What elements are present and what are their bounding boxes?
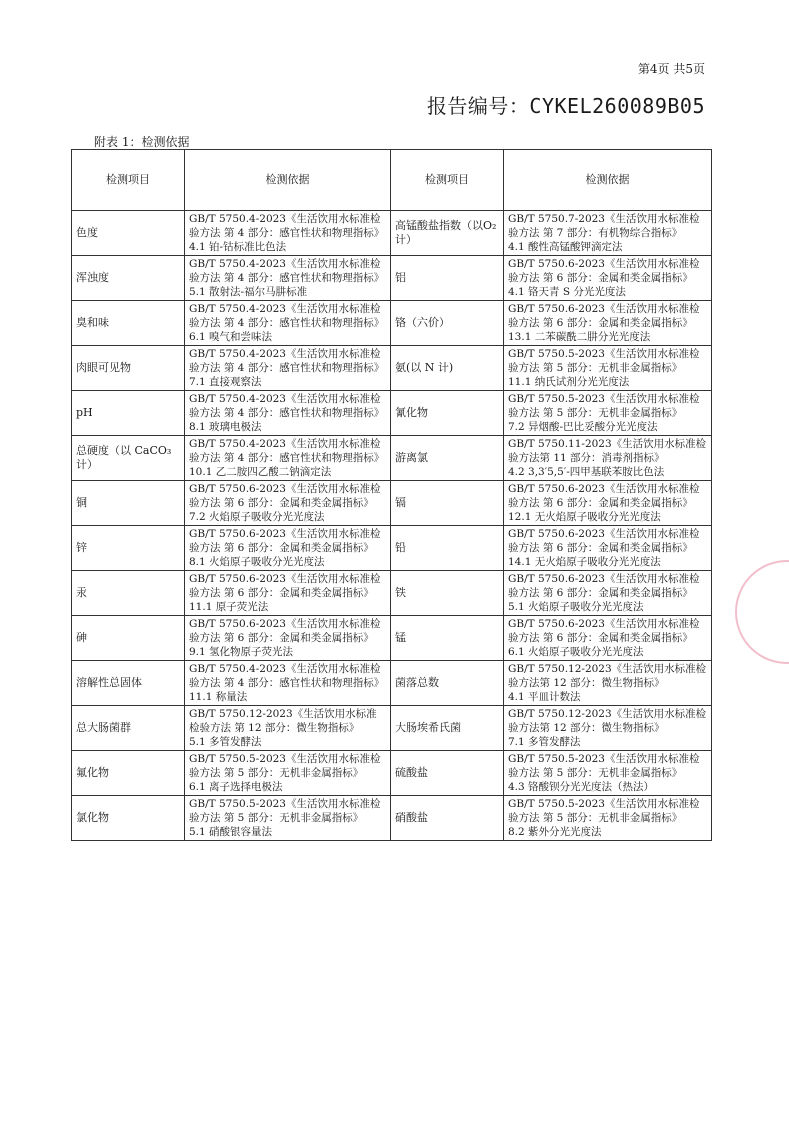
table-row	[72, 751, 712, 796]
test-method	[185, 706, 391, 751]
method-clause: 11.1 称量法	[189, 691, 248, 703]
test-item: 氨(以 N 计)	[391, 346, 504, 391]
test-item: 铜	[72, 481, 185, 526]
test-item: 砷	[72, 616, 185, 661]
test-item: 氯化物	[72, 796, 185, 841]
test-method	[185, 751, 391, 796]
standard-reference: GB/T 5750.6-2023《生活饮用水标准检验方法 第 6 部分：金属和类金属指标》	[189, 483, 381, 509]
test-method	[185, 571, 391, 616]
table-row	[72, 481, 712, 526]
test-method	[504, 481, 712, 526]
page-number: 第4页 共5页	[637, 62, 705, 76]
test-item: 镉	[391, 481, 504, 526]
test-method	[504, 256, 712, 301]
test-method	[504, 616, 712, 661]
test-method	[185, 436, 391, 481]
detection-basis-table	[71, 149, 712, 841]
method-clause: 7.2 异烟酸-巴比妥酸分光光度法	[508, 421, 658, 433]
standard-reference: GB/T 5750.7-2023《生活饮用水标准检验方法 第 7 部分：有机物综合指标》	[508, 213, 700, 239]
method-clause: 5.1 火焰原子吸收分光光度法	[508, 601, 644, 613]
standard-reference: GB/T 5750.6-2023《生活饮用水标准检验方法 第 6 部分：金属和类金属指标》	[508, 258, 700, 284]
method-clause: 8.1 火焰原子吸收分光光度法	[189, 556, 325, 568]
test-method	[185, 796, 391, 841]
method-clause: 4.1 平皿计数法	[508, 691, 581, 703]
method-clause: 8.2 紫外分光光度法	[508, 826, 602, 838]
test-item: 臭和味	[72, 301, 185, 346]
test-method	[504, 391, 712, 436]
test-item: 肉眼可见物	[72, 346, 185, 391]
test-method	[185, 661, 391, 706]
table-row	[72, 571, 712, 616]
test-item: 浑浊度	[72, 256, 185, 301]
table-row	[72, 346, 712, 391]
test-item: 高锰酸盐指数（以O₂计）	[391, 211, 504, 256]
test-item: 总大肠菌群	[72, 706, 185, 751]
column-header-item: 检测项目	[391, 150, 504, 211]
method-clause: 14.1 无火焰原子吸收分光光度法	[508, 556, 661, 568]
test-method	[185, 211, 391, 256]
test-method	[185, 256, 391, 301]
standard-reference: GB/T 5750.5-2023《生活饮用水标准检验方法 第 5 部分：无机非金属指标》	[508, 348, 700, 374]
method-clause: 7.1 直接观察法	[189, 376, 262, 388]
table-header-row	[72, 150, 712, 211]
standard-reference: GB/T 5750.6-2023《生活饮用水标准检验方法 第 6 部分：金属和类金属指标》	[508, 303, 700, 329]
test-item: 铝	[391, 256, 504, 301]
method-clause: 4.1 铬天青 S 分光光度法	[508, 286, 626, 298]
column-header-method: 检测依据	[185, 150, 391, 211]
test-item: 铁	[391, 571, 504, 616]
method-clause: 12.1 无火焰原子吸收分光光度法	[508, 511, 661, 523]
method-clause: 6.1 嗅气和尝味法	[189, 331, 273, 343]
table-row	[72, 661, 712, 706]
standard-reference: GB/T 5750.4-2023《生活饮用水标准检验方法 第 4 部分：感官性状和物理指标》	[189, 303, 385, 329]
test-method	[185, 616, 391, 661]
table-row	[72, 616, 712, 661]
method-clause: 6.1 离子选择电极法	[189, 781, 283, 793]
test-method	[504, 706, 712, 751]
standard-reference: GB/T 5750.5-2023《生活饮用水标准检验方法 第 5 部分：无机非金属指标》	[508, 798, 700, 824]
test-item: 铅	[391, 526, 504, 571]
test-item: 汞	[72, 571, 185, 616]
method-clause: 4.3 铬酸钡分光光度法（热法）	[508, 781, 655, 793]
table-row	[72, 706, 712, 751]
method-clause: 8.1 玻璃电极法	[189, 421, 262, 433]
test-item: 大肠埃希氏菌	[391, 706, 504, 751]
method-clause: 6.1 火焰原子吸收分光光度法	[508, 646, 644, 658]
method-clause: 9.1 氢化物原子荧光法	[189, 646, 294, 658]
report-number: 报告编号：CYKEL260089B05	[426, 94, 705, 118]
test-item: 锌	[72, 526, 185, 571]
test-method	[504, 436, 712, 481]
standard-reference: GB/T 5750.4-2023《生活饮用水标准检验方法 第 4 部分：感官性状和物理指标》	[189, 663, 385, 689]
test-item: 溶解性总固体	[72, 661, 185, 706]
table-row	[72, 391, 712, 436]
standard-reference: GB/T 5750.4-2023《生活饮用水标准检验方法 第 4 部分：感官性状和物理指标》	[189, 393, 385, 419]
test-method	[185, 346, 391, 391]
standard-reference: GB/T 5750.12-2023《生活饮用水标准检验方法第 12 部分：微生物指标》	[508, 708, 707, 734]
table-row	[72, 796, 712, 841]
standard-reference: GB/T 5750.5-2023《生活饮用水标准检验方法 第 5 部分：无机非金属指标》	[508, 393, 700, 419]
standard-reference: GB/T 5750.12-2023《生活饮用水标准检验方法 第 12 部分：微生物指标》	[189, 708, 377, 734]
test-item: pH	[72, 391, 185, 436]
method-clause: 4.1 铂-钴标准比色法	[189, 241, 287, 253]
test-method	[185, 301, 391, 346]
column-header-item: 检测项目	[72, 150, 185, 211]
method-clause: 11.1 纳氏试剂分光光度法	[508, 376, 630, 388]
test-method	[504, 661, 712, 706]
table-row	[72, 256, 712, 301]
method-clause: 4.2 3,3′5,5′-四甲基联苯胺比色法	[508, 466, 665, 478]
test-method	[185, 526, 391, 571]
test-method	[504, 796, 712, 841]
table-row	[72, 526, 712, 571]
red-seal-stamp	[735, 560, 789, 664]
test-item: 锰	[391, 616, 504, 661]
column-header-method: 检测依据	[504, 150, 712, 211]
method-clause: 11.1 原子荧光法	[189, 601, 269, 613]
standard-reference: GB/T 5750.11-2023《生活饮用水标准检验方法第 11 部分：消毒剂指标》	[508, 438, 707, 464]
test-item: 菌落总数	[391, 661, 504, 706]
table-row	[72, 436, 712, 481]
test-method	[504, 346, 712, 391]
standard-reference: GB/T 5750.6-2023《生活饮用水标准检验方法 第 6 部分：金属和类金属指标》	[508, 618, 700, 644]
method-clause: 10.1 乙二胺四乙酸二钠滴定法	[189, 466, 332, 478]
method-clause: 7.2 火焰原子吸收分光光度法	[189, 511, 325, 523]
method-clause: 5.1 多管发酵法	[189, 736, 262, 748]
test-item: 色度	[72, 211, 185, 256]
test-method	[185, 391, 391, 436]
standard-reference: GB/T 5750.5-2023《生活饮用水标准检验方法 第 5 部分：无机非金属指标》	[508, 753, 700, 779]
test-item: 氰化物	[391, 391, 504, 436]
method-clause: 13.1 二苯碳酰二肼分光光度法	[508, 331, 651, 343]
standard-reference: GB/T 5750.6-2023《生活饮用水标准检验方法 第 6 部分：金属和类金属指标》	[508, 573, 700, 599]
standard-reference: GB/T 5750.4-2023《生活饮用水标准检验方法 第 4 部分：感官性状和物理指标》	[189, 438, 385, 464]
standard-reference: GB/T 5750.6-2023《生活饮用水标准检验方法 第 6 部分：金属和类金属指标》	[508, 483, 700, 509]
test-method	[504, 301, 712, 346]
method-clause: 7.1 多管发酵法	[508, 736, 581, 748]
method-clause: 5.1 散射法-福尔马肼标准	[189, 286, 308, 298]
test-item: 氟化物	[72, 751, 185, 796]
standard-reference: GB/T 5750.12-2023《生活饮用水标准检验方法第 12 部分：微生物指标》	[508, 663, 707, 689]
standard-reference: GB/T 5750.5-2023《生活饮用水标准检验方法 第 5 部分：无机非金属指标》	[189, 753, 381, 779]
test-method	[504, 751, 712, 796]
test-item: 铬（六价）	[391, 301, 504, 346]
test-method	[504, 526, 712, 571]
test-method	[504, 571, 712, 616]
test-item: 总硬度（以 CaCO₃计）	[72, 436, 185, 481]
standard-reference: GB/T 5750.4-2023《生活饮用水标准检验方法 第 4 部分：感官性状和物理指标》	[189, 258, 385, 284]
standard-reference: GB/T 5750.4-2023《生活饮用水标准检验方法 第 4 部分：感官性状和物理指标》	[189, 213, 385, 239]
test-method	[504, 211, 712, 256]
table-row	[72, 211, 712, 256]
standard-reference: GB/T 5750.5-2023《生活饮用水标准检验方法 第 5 部分：无机非金属指标》	[189, 798, 381, 824]
table-row	[72, 301, 712, 346]
standard-reference: GB/T 5750.6-2023《生活饮用水标准检验方法 第 6 部分：金属和类金属指标》	[189, 528, 381, 554]
standard-reference: GB/T 5750.6-2023《生活饮用水标准检验方法 第 6 部分：金属和类金属指标》	[189, 618, 381, 644]
method-clause: 5.1 硝酸银容量法	[189, 826, 273, 838]
standard-reference: GB/T 5750.4-2023《生活饮用水标准检验方法 第 4 部分：感官性状和物理指标》	[189, 348, 385, 374]
test-item: 硝酸盐	[391, 796, 504, 841]
standard-reference: GB/T 5750.6-2023《生活饮用水标准检验方法 第 6 部分：金属和类金属指标》	[508, 528, 700, 554]
test-item: 游离氯	[391, 436, 504, 481]
standard-reference: GB/T 5750.6-2023《生活饮用水标准检验方法 第 6 部分：金属和类金属指标》	[189, 573, 381, 599]
test-item: 硫酸盐	[391, 751, 504, 796]
appendix-title: 附表 1：检测依据	[94, 135, 190, 149]
method-clause: 4.1 酸性高锰酸钾滴定法	[508, 241, 623, 253]
test-method	[185, 481, 391, 526]
